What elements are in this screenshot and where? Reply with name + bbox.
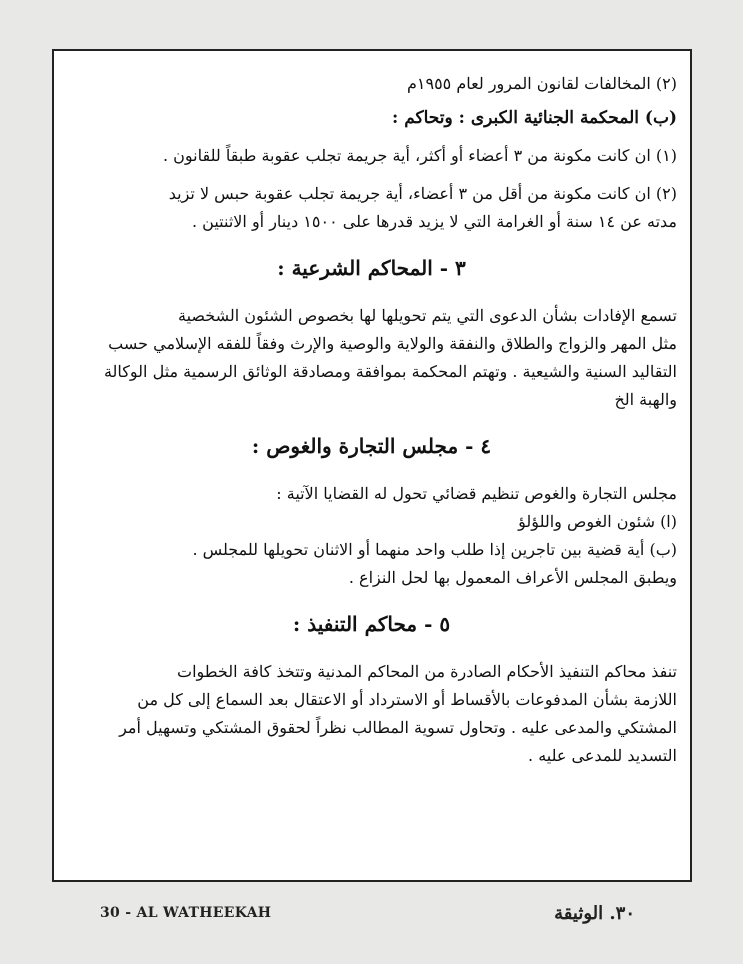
paragraph: [66, 658, 677, 770]
section-heading: ٣ - المحاكم الشرعية :: [277, 256, 466, 280]
document-body: [66, 70, 677, 778]
text-line: مدته عن ١٤ سنة أو الغرامة التي لا يزيد قدرها على ١٥٠٠ دينار أو الاثنتين .: [192, 212, 677, 231]
footer-page-label-arabic: ٣٠. الوثيقة: [554, 903, 635, 924]
list-item: (ب) أية قضية بين تاجرين إذا طلب واحد منهما أو الاثنان تحويلها للمجلس .: [192, 540, 677, 559]
text-line: تنفذ محاكم التنفيذ الأحكام الصادرة من المحاكم المدنية وتتخذ كافة الخطوات: [177, 662, 677, 681]
text-line: مثل المهر والزواج والطلاق والنفقة والولاية والوصية والإرث وفقاً للفقه الإسلامي حسب: [108, 334, 677, 353]
text-line: تسمع الإفادات بشأن الدعوى التي يتم تحويلها لها بخصوص الشئون الشخصية: [178, 306, 677, 325]
text-line: اللازمة بشأن المدفوعات بالأقساط أو الاسترداد أو الاعتقال بعد السماع إلى كل من: [137, 690, 677, 709]
section-heading: ٥ - محاكم التنفيذ :: [292, 612, 451, 636]
text-line: (٢) المخالفات لقانون المرور لعام ١٩٥٥م: [406, 74, 677, 93]
list-item: (ا) شئون الغوص واللؤلؤ: [518, 512, 677, 531]
text-line: (٢) ان كانت مكونة من أقل من ٣ أعضاء، أية جريمة تجلب عقوبة حبس لا تزيد: [168, 184, 677, 203]
subheading: (ب) المحكمة الجنائية الكبرى : وتحاكم :: [392, 108, 677, 128]
text-line: ويطبق المجلس الأعراف المعمول بها لحل النزاع .: [348, 568, 677, 587]
page-footer: [100, 905, 635, 929]
text-line: والهبة الخ: [614, 390, 677, 409]
footer-page-label: 30 - AL WATHEEKAH: [100, 905, 272, 921]
text-line: التسديد للمدعى عليه .: [528, 746, 677, 765]
paragraph: [66, 302, 677, 414]
text-line: التقاليد السنية والشيعية . وتهتم المحكمة بموافقة ومصادقة الوثائق الرسمية مثل الوكالة: [103, 362, 677, 381]
text-line: مجلس التجارة والغوص تنظيم قضائي تحول له القضايا الآتية :: [276, 484, 677, 503]
text-line: المشتكي والمدعى عليه . وتحاول تسوية المطالب نظراً لحقوق المشتكي وتسهيل أمر: [119, 718, 677, 737]
paragraph: [66, 180, 677, 236]
text-line: (١) ان كانت مكونة من ٣ أعضاء أو أكثر، أية جريمة تجلب عقوبة طبقاً للقانون .: [162, 146, 677, 165]
section-heading: ٤ - مجلس التجارة والغوص :: [251, 434, 492, 458]
